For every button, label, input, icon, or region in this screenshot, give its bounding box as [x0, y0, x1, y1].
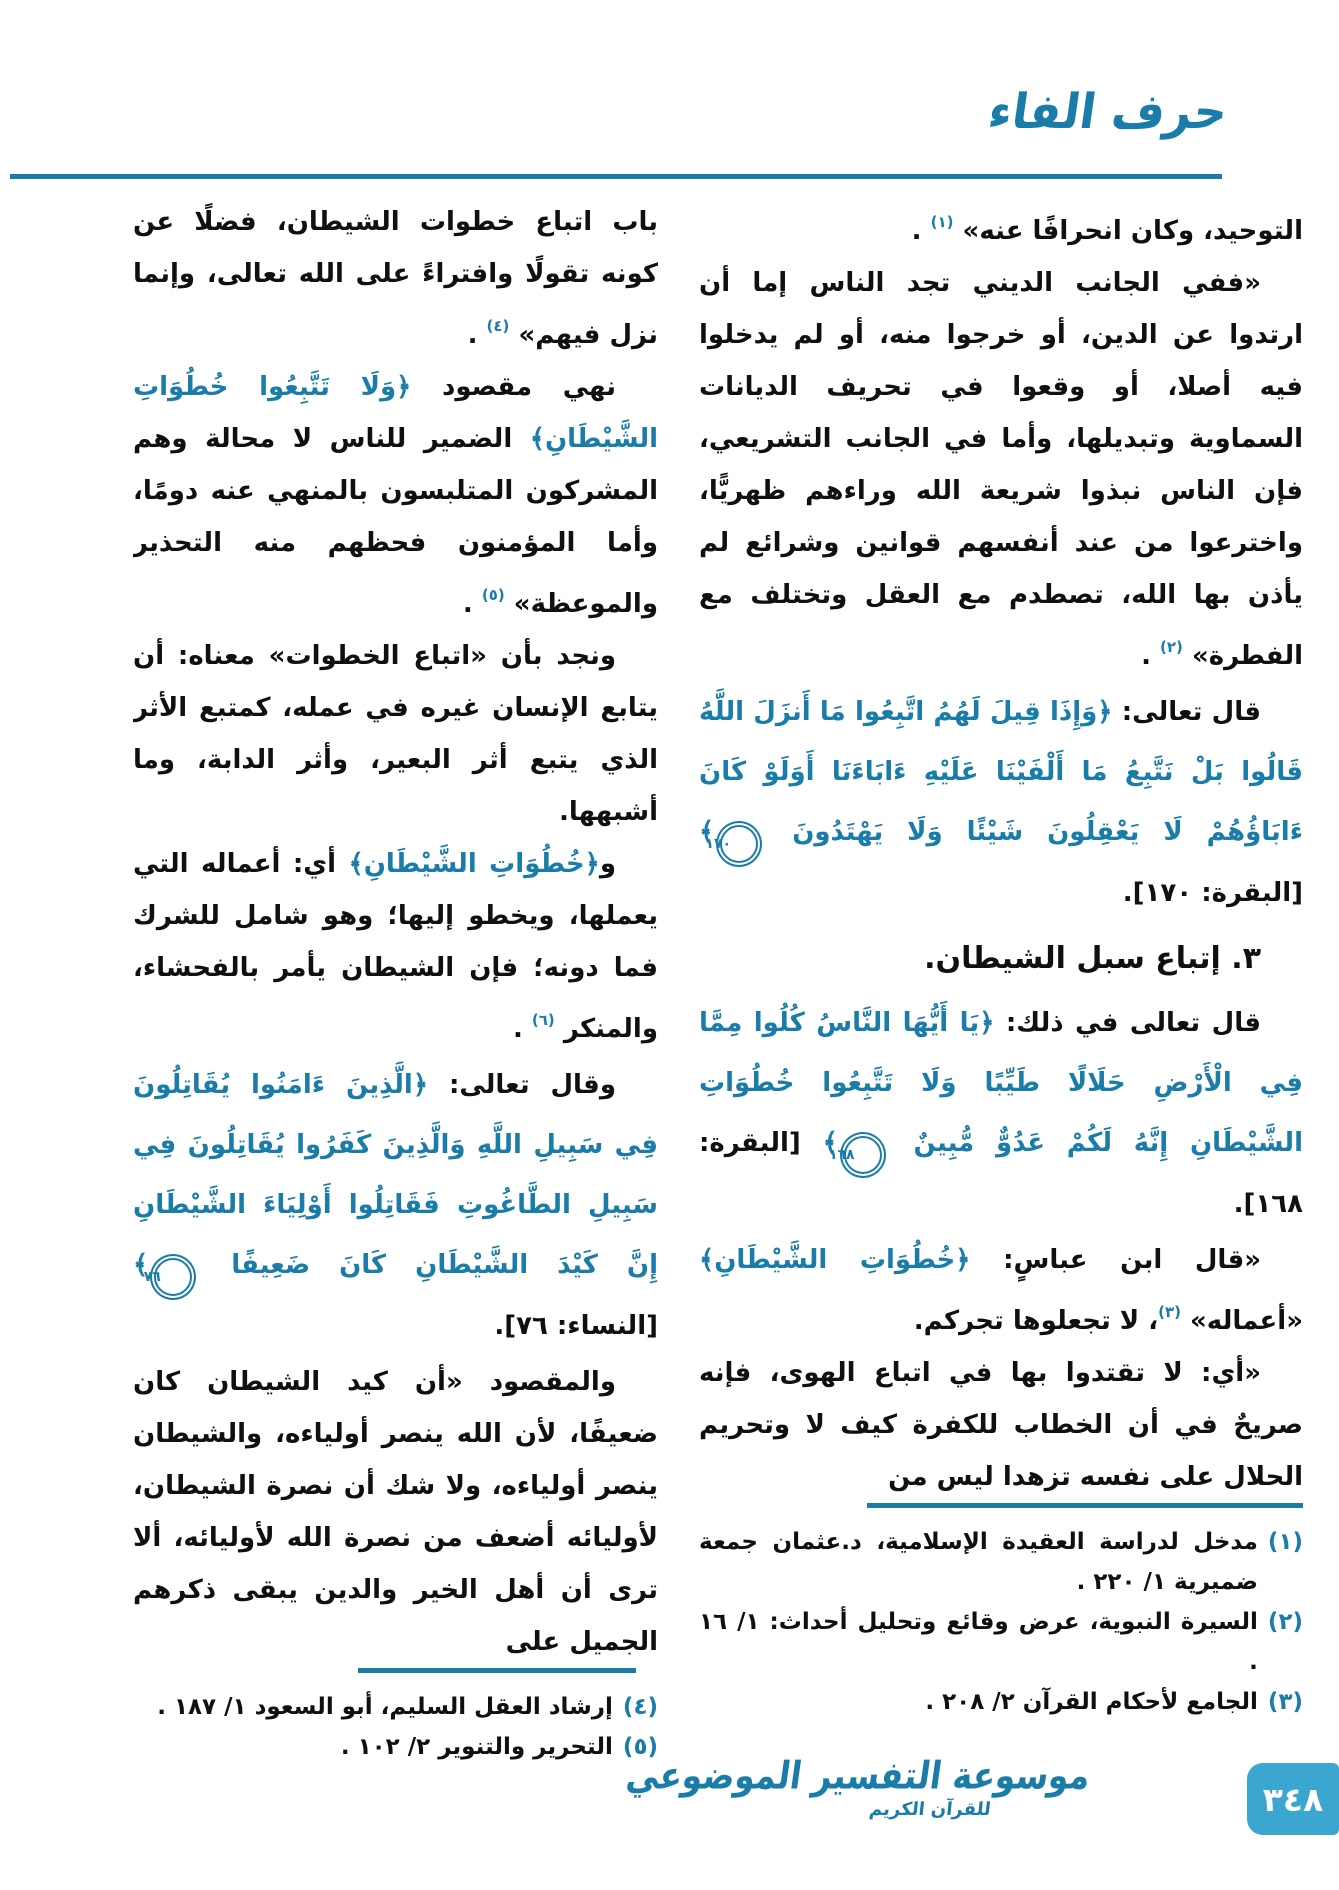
footnote-text: مدخل لدراسة العقيدة الإسلامية، د.عثمان جمعة ضميرية ١/ ٢٢٠ . — [699, 1529, 1258, 1595]
body-text: «أعماله» — [1180, 1306, 1303, 1336]
footnotes-block — [133, 1668, 658, 1760]
column-right — [699, 196, 1303, 1720]
footnote-text: الجامع لأحكام القرآن ٢/ ٢٠٨ . — [925, 1689, 1258, 1715]
footnote-separator — [867, 1503, 1303, 1508]
quran-verse: ﴿وَلَا تَتَّبِعُوا خُطُوَاتِ الشَّيْطَانِ﴾ — [133, 372, 658, 454]
quran-verse: ﴿يَا أَيُّهَا النَّاسُ كُلُوا مِمَّا فِي الْأَرْضِ حَلَالًا طَيِّبًا وَلَا تَتَّبِعُوا خُطُوَاتِ الشَّيْطَانِ إِنَّهُ لَكُمْ عَدُوٌّ مُّبِينٌ — [699, 1008, 1303, 1158]
paragraph — [133, 1356, 658, 1668]
footnotes-block — [699, 1503, 1303, 1720]
footnote-separator — [358, 1668, 636, 1673]
paragraph — [699, 993, 1303, 1234]
footnote-number: (١) — [1267, 1529, 1303, 1555]
body-text: الضمير للناس لا محالة وهم المشركون المتلبسون بالمنهي عنه دومًا، وأما المؤمنون فحظهم منه التحذير والموعظة» — [133, 424, 658, 619]
body-text: . — [1141, 641, 1161, 671]
body-text: والمقصود «أن كيد الشيطان كان ضعيفًا، لأن الله ينصر أولياءه، والشيطان ينصر أولياءه، ولا شك أن نصرة الشيطان، لأوليائه أضعف من نصرة الله لأوليائه، ألا ترى أن أهل الخير والدين يبقى ذكرهم الجميل على — [133, 1367, 658, 1657]
footnote-ref: (٥) — [481, 586, 505, 604]
quran-verse: ﴾ — [133, 1250, 149, 1280]
quran-verse: ﴿خُطُوَاتِ الشَّيْطَانِ﴾ — [348, 849, 600, 879]
paragraph — [133, 630, 658, 838]
body-text: . — [512, 1014, 532, 1044]
ayah-number-medallion: ١٦٨ — [844, 1136, 882, 1174]
body-text: التوحيد، وكان انحرافًا عنه» — [953, 216, 1303, 246]
footnote-item — [133, 1687, 658, 1727]
footer-logo — [623, 1753, 1094, 1820]
body-text: [البقرة: ١٧٠]. — [1122, 878, 1303, 908]
body-text: و — [599, 849, 616, 879]
footnote-ref: (٣) — [1158, 1303, 1181, 1321]
footnote-text: التحرير والتنوير ٢/ ١٠٢ . — [340, 1734, 613, 1760]
quran-verse: ﴿وَإِذَا قِيلَ لَهُمُ اتَّبِعُوا مَا أَنزَلَ اللَّهُ قَالُوا بَلْ نَتَّبِعُ مَا أَلْفَيْنَا عَلَيْهِ ءَابَاءَنَا أَوَلَوْ كَانَ ءَابَاؤُهُمْ لَا يَعْقِلُونَ شَيْئًا وَلَا يَهْتَدُونَ — [699, 697, 1303, 847]
body-text: . — [911, 216, 931, 246]
footnote-ref: (٤) — [486, 317, 510, 335]
footnote-ref: (٦) — [531, 1011, 555, 1029]
footnote-text: السيرة النبوية، عرض وقائع وتحليل أحداث: ١/ ١٦ . — [699, 1609, 1258, 1675]
footnote-text: إرشاد العقل السليم، أبو السعود ١/ ١٨٧ . — [157, 1694, 613, 1720]
quran-verse: ﴿الَّذِينَ ءَامَنُوا يُقَاتِلُونَ فِي سَبِيلِ اللَّهِ وَالَّذِينَ كَفَرُوا يُقَاتِلُونَ فِي سَبِيلِ الطَّاغُوتِ فَقَاتِلُوا أَوْلِيَاءَ الشَّيْطَانِ إِنَّ كَيْدَ الشَّيْطَانِ كَانَ ضَعِيفًا — [133, 1070, 658, 1280]
paragraph — [699, 682, 1303, 923]
paragraph — [133, 361, 658, 630]
quran-verse: ﴾ — [699, 817, 715, 847]
page-number-badge: ٣٤٨ — [1247, 1763, 1339, 1835]
footnote-ref: (٢) — [1160, 638, 1183, 656]
body-text: أي: أعماله التي يعملها، ويخطو إليها؛ وهو شامل للشرك فما دونه؛ فإن الشيطان يأمر بالفحشاء، والمنكر — [133, 849, 658, 1044]
paragraph — [699, 196, 1303, 257]
footnote-number: (٥) — [622, 1734, 658, 1760]
body-text: [النساء: ٧٦]. — [494, 1311, 658, 1341]
footnote-item — [133, 1727, 658, 1760]
paragraph — [133, 1055, 658, 1356]
body-text: قال تعالى في ذلك: — [994, 1008, 1261, 1038]
footnote-item — [699, 1682, 1303, 1720]
footnote-number: (٢) — [1267, 1609, 1303, 1635]
body-text: «أي: لا تقتدوا بها في اتباع الهوى، فإنه صريحٌ في أن الخطاب للكفرة كيف لا وتحريم الحلال على نفسه تزهدا ليس من — [699, 1358, 1303, 1492]
paragraph — [699, 1234, 1303, 1347]
body-text: ونجد بأن «اتباع الخطوات» معناه: أن يتابع الإنسان غيره في عمله، كمتبع الأثر الذي يتبع أثر البعير، وأثر الدابة، وما أشبهها. — [133, 641, 658, 827]
footnote-number: (٤) — [622, 1694, 658, 1720]
ayah-number-medallion: ٧٦ — [154, 1258, 192, 1296]
footnote-item — [699, 1522, 1303, 1602]
body-text: ٣. إتباع سبل الشيطان. — [924, 941, 1261, 976]
body-text: نهي مقصود — [411, 372, 616, 402]
quran-verse: ﴿خُطُوَاتِ الشَّيْطَانِ﴾ — [699, 1245, 971, 1275]
body-text: . — [467, 320, 487, 350]
paragraph — [133, 838, 658, 1055]
encyclopedia-logo-title: موسوعة التفسير الموضوعي — [623, 1753, 1094, 1798]
column-left — [133, 196, 658, 1760]
footnote-item — [699, 1602, 1303, 1682]
body-text: باب اتباع خطوات الشيطان، فضلًا عن كونه تقولًا وافتراءً على الله تعالى، وإنما نزل فيهم» — [133, 207, 658, 350]
header-rule — [10, 174, 1222, 179]
body-text: [البقرة: ١٦٨]. — [699, 1128, 1303, 1219]
body-text: وقال تعالى: — [428, 1070, 616, 1100]
quran-verse: ﴾ — [822, 1128, 838, 1158]
encyclopedia-logo-subtitle: للقرآن الكريم — [868, 1799, 992, 1820]
body-text: قال تعالى: — [1112, 697, 1261, 727]
body-text: «قال ابن عباسٍ: — [970, 1245, 1262, 1275]
chapter-header-title: حرف الفاء — [984, 82, 1231, 140]
ayah-number-medallion: ١٧٠ — [720, 825, 758, 863]
footnote-ref: (١) — [930, 213, 954, 231]
paragraph — [699, 1347, 1303, 1503]
paragraph — [699, 257, 1303, 682]
body-text: . — [462, 589, 482, 619]
section-heading — [699, 931, 1303, 987]
body-text: «ففي الجانب الديني تجد الناس إما أن ارتدوا عن الدين، أو خرجوا منه، أو لم يدخلوا فيه أصلا، أو وقعوا في تحريف الديانات السماوية وتبديلها، وأما في الجانب التشريعي، فإن الناس نبذوا شريعة الله وراءهم ظهريًّا، واخترعوا من عند أنفسهم قوانين وشرائع لم يأذن بها الله، تصطدم مع العقل وتختلف مع الفطرة» — [699, 268, 1303, 671]
body-text: ، لا تجعلوها تجركم. — [913, 1306, 1159, 1336]
paragraph — [133, 196, 658, 361]
footnote-number: (٣) — [1267, 1689, 1303, 1715]
